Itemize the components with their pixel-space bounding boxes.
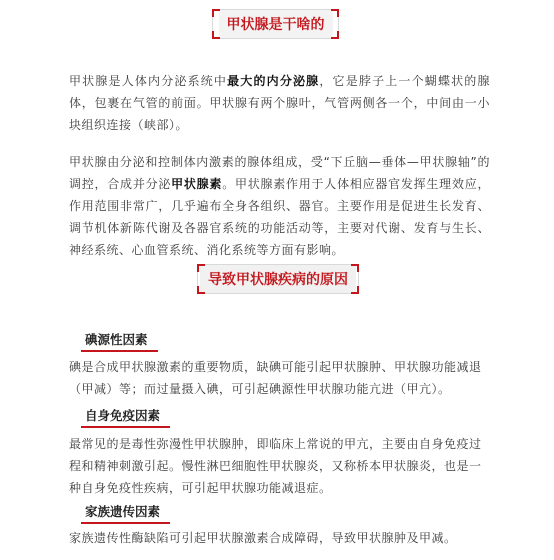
cause-heading: 自身免疫因素 [85, 406, 160, 426]
cause-text: 最常见的是毒性弥漫性甲状腺肿，即临床上常说的甲亢，主要由自身免疫过程和精神刺激引起。慢性淋巴细胞性甲状腺炎，又称桥本甲状腺炎，也是一种自身免疫性疾病，可引起甲状腺功能减退症。 [69, 437, 482, 495]
cause-text: 碘是合成甲状腺激素的重要物质，缺碘可能引起甲状腺肿、甲状腺功能减退（甲减）等；而过量摄入碘，可引起碘源性甲状腺功能亢进（甲亢）。 [69, 360, 482, 396]
cause-heading: 碘源性因素 [85, 330, 148, 350]
section-title-box [212, 9, 339, 39]
paragraph: 甲状腺是人体内分泌系统中最大的内分泌腺，它是脖子上一个蝴蝶状的腺体，包裹在气管的前面。甲状腺有两个腺叶，气管两侧各一个，中间由一小块组织连接（峡部）。 [69, 74, 490, 132]
corner-decoration [197, 264, 205, 272]
corner-decoration [351, 264, 359, 272]
heading-underline [81, 522, 170, 524]
corner-decoration [197, 286, 205, 294]
corner-decoration [331, 9, 339, 17]
cause-text: 家族遗传性酶缺陷可引起甲状腺激素合成障碍，导致甲状腺肿及甲减。 [69, 531, 457, 545]
corner-decoration [331, 31, 339, 39]
cause-heading: 家族遗传因素 [85, 502, 160, 522]
bold-emphasis: 最大的内分泌腺 [227, 74, 320, 88]
paragraph: 甲状腺由分泌和控制体内激素的腺体组成，受“下丘脑—垂体—甲状腺轴”的调控，合成并分泌甲状腺素。甲状腺素作用于人体相应器官发挥生理效应，作用范围非常广，几乎遍布全身各组织、器官。主要作用是促进生长发育、调节机体新陈代谢及各器官系统的功能活动等，主要对代谢、发育与生长、神经系统、心血管系统、消化系统等方面有影响。 [69, 155, 490, 257]
heading-underline [81, 426, 170, 428]
section-title-box [197, 264, 359, 294]
corner-decoration [351, 286, 359, 294]
section-title: 甲状腺是干啥的 [226, 17, 325, 33]
section-title: 导致甲状腺疾病的原因 [208, 272, 348, 288]
heading-underline [81, 350, 158, 352]
bold-emphasis: 甲状腺素 [171, 177, 223, 191]
corner-decoration [212, 31, 220, 39]
corner-decoration [212, 9, 220, 17]
